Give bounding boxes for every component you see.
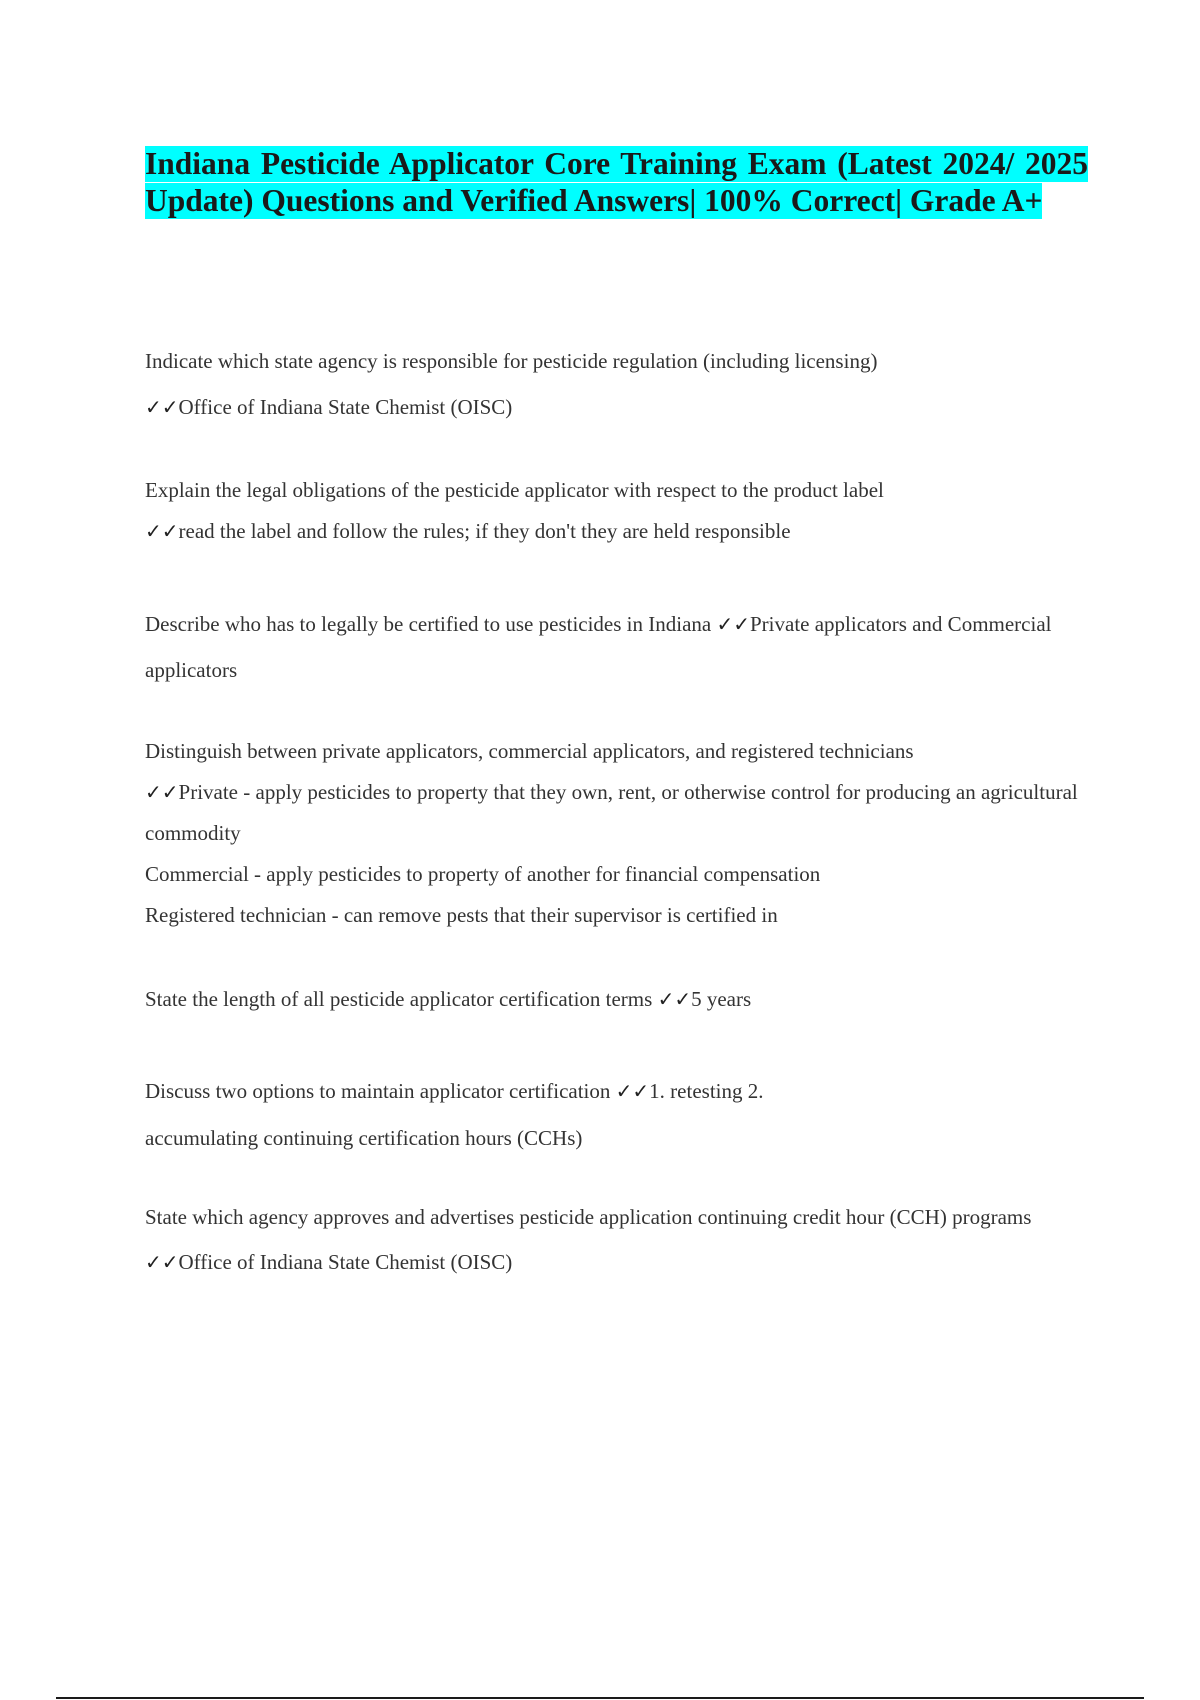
qa-item-4 (145, 731, 1085, 936)
answer-4-line-1 (145, 772, 1085, 854)
answer-text: Private - apply pesticides to property that they own, rent, or otherwise control for producing an agricultural commodity (145, 780, 1078, 845)
answer-1 (145, 384, 1085, 430)
question-text: State which agency approves and advertises pesticide application continuing credit hour (CCH) programs (145, 1205, 1032, 1229)
answer-4-line-2 (145, 854, 1085, 895)
check-icon: ✓✓ (145, 395, 179, 419)
answer-2 (145, 511, 1085, 552)
qa-item-5 (145, 979, 1085, 1019)
answer-text: 5 years (691, 987, 752, 1011)
check-icon: ✓✓ (145, 519, 179, 543)
question-text: Distinguish between private applicators, commercial applicators, and registered technicians (145, 739, 914, 763)
check-icon: ✓✓ (615, 1079, 650, 1103)
qa-5-text (145, 979, 1085, 1019)
qa-item-3 (145, 601, 1085, 693)
qa-item-2 (145, 470, 1085, 552)
question-text: Discuss two options to maintain applicator certification (145, 1079, 611, 1103)
answer-text: read the label and follow the rules; if they don't they are held responsible (178, 519, 791, 543)
qa-7-text (145, 1195, 1080, 1285)
check-icon: ✓✓ (657, 987, 692, 1011)
footer-divider (56, 1697, 1144, 1699)
document-title (145, 146, 1088, 219)
qa-item-1 (145, 338, 1085, 430)
answer-text: Private applicators and Commercial applicators (145, 612, 1052, 682)
answer-text: 1. retesting 2. accumulating continuing certification hours (CCHs) (145, 1079, 764, 1150)
question-text: Describe who has to legally be certified to use pesticides in Indiana (145, 612, 712, 636)
answer-text: Office of Indiana State Chemist (OISC) (178, 1250, 513, 1274)
qa-item-6 (145, 1068, 765, 1162)
qa-6-text (145, 1068, 765, 1162)
check-icon: ✓✓ (716, 612, 750, 636)
qa-item-7 (145, 1195, 1080, 1285)
question-text: State the length of all pesticide applicator certification terms (145, 987, 653, 1011)
check-icon: ✓✓ (145, 780, 179, 804)
qa-3-text (145, 601, 1085, 693)
title-highlight: Indiana Pesticide Applicator Core Training Exam (Latest 2024/ 2025 Update) Questions and Verified Answers| 100% Correct| Grade A+ (145, 146, 1088, 218)
answer-text: Registered technician - can remove pests that their supervisor is certified in (145, 903, 778, 927)
question-1 (145, 338, 1085, 384)
check-icon: ✓✓ (145, 1250, 179, 1274)
question-2 (145, 470, 1085, 511)
question-text: Explain the legal obligations of the pesticide applicator with respect to the product label (145, 478, 884, 502)
answer-4-line-3 (145, 895, 1085, 936)
question-text: Indicate which state agency is responsible for pesticide regulation (including licensing) (145, 349, 878, 373)
question-4 (145, 731, 1085, 772)
answer-text: Commercial - apply pesticides to property of another for financial compensation (145, 862, 821, 886)
answer-text: Office of Indiana State Chemist (OISC) (178, 395, 513, 419)
